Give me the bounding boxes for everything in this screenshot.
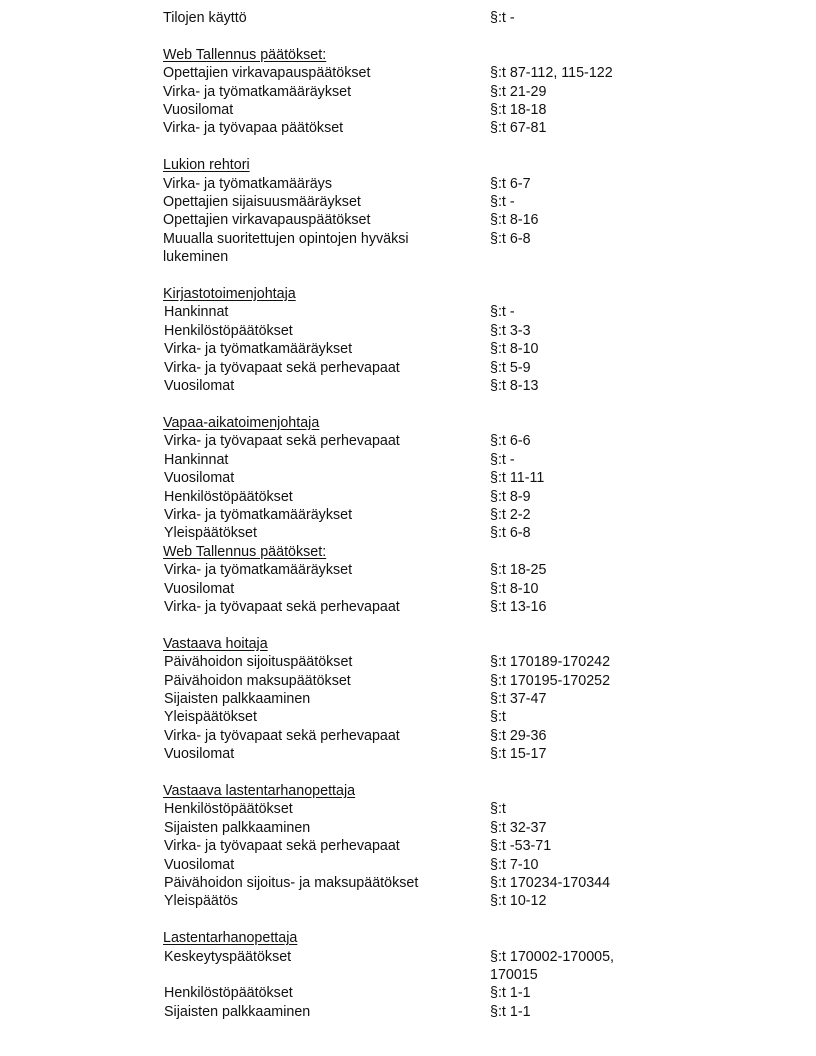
paragraph-reference: §:t - — [490, 194, 515, 211]
paragraph-reference: §:t 170189-170242 — [490, 654, 611, 671]
decision-row — [163, 119, 683, 137]
decision-type: Yleispäätös — [164, 893, 238, 910]
paragraph-reference: §:t 6-8 — [490, 230, 531, 247]
decision-row — [163, 64, 683, 82]
decision-section — [163, 156, 683, 266]
decision-row — [163, 653, 683, 671]
decision-type: Virka- ja työmatkamääräykset — [164, 341, 353, 358]
decision-type: Hankinnat — [164, 451, 229, 468]
paragraph-reference: §:t 8-13 — [490, 378, 539, 395]
decision-type: Päivähoidon sijoitus- ja maksupäätökset — [164, 875, 419, 891]
decision-row — [163, 101, 683, 119]
decision-row — [163, 948, 683, 985]
paragraph-reference: §:t 6-8 — [490, 525, 531, 542]
decision-row — [163, 303, 683, 321]
decision-row — [163, 690, 683, 708]
decision-row — [163, 598, 683, 616]
decision-row — [163, 322, 683, 340]
section-heading: Web Tallennus päätökset: — [163, 46, 327, 63]
paragraph-reference: §:t - — [490, 304, 515, 321]
decision-section — [163, 543, 683, 617]
decision-row — [163, 230, 683, 267]
decision-row — [163, 377, 683, 395]
paragraph-reference: §:t 87-112, 115-122 — [490, 65, 613, 82]
decision-type: Vuosilomat — [164, 746, 235, 763]
decision-type: Henkilöstöpäätökset — [164, 801, 293, 818]
section-heading: Vastaava hoitaja — [163, 635, 268, 652]
decision-section — [163, 9, 683, 27]
paragraph-reference: §:t 32-37 — [490, 819, 547, 836]
section-heading: Vapaa-aikatoimenjohtaja — [163, 414, 320, 431]
decision-row — [163, 451, 683, 469]
decision-row — [163, 672, 683, 690]
decision-type: Virka- ja työmatkamääräykset — [163, 83, 352, 100]
decision-type: Yleispäätökset — [164, 525, 257, 542]
decision-row — [163, 819, 683, 837]
decision-type: Vuosilomat — [164, 378, 235, 395]
paragraph-reference: §:t 11-11 — [490, 470, 545, 487]
decision-type: Hankinnat — [164, 304, 229, 321]
paragraph-reference: §:t 7-10 — [490, 856, 539, 873]
decision-type: Päivähoidon sijoituspäätökset — [164, 654, 353, 671]
paragraph-reference: §:t 6-6 — [490, 433, 531, 450]
decision-type: Opettajien virkavapauspäätökset — [163, 65, 371, 82]
decision-type: Yleispäätökset — [164, 709, 257, 726]
decision-type: Vuosilomat — [164, 580, 235, 597]
decision-type: Muualla suoritettujen opintojen hyväksi lukeminen — [163, 230, 409, 266]
decision-type: Keskeytyspäätökset — [164, 948, 292, 965]
decision-row — [163, 9, 683, 27]
decision-row — [163, 359, 683, 377]
decision-row — [163, 432, 683, 450]
decision-type: Vuosilomat — [164, 470, 235, 487]
paragraph-reference: §:t 8-9 — [490, 488, 531, 505]
decision-type: Vuosilomat — [164, 856, 235, 873]
paragraph-reference: §:t — [490, 801, 506, 818]
paragraph-reference: §:t 18-25 — [490, 562, 547, 579]
decision-row — [163, 83, 683, 101]
paragraph-reference: §:t - — [490, 10, 515, 26]
paragraph-reference: §:t 67-81 — [490, 120, 547, 137]
decision-row — [163, 727, 683, 745]
decision-type: Päivähoidon maksupäätökset — [164, 672, 351, 689]
paragraph-reference: §:t 18-18 — [490, 102, 547, 119]
paragraph-reference: §:t 5-9 — [490, 359, 531, 376]
decision-row — [163, 488, 683, 506]
decision-section — [163, 782, 683, 911]
decision-type: Opettajien sijaisuusmääräykset — [163, 194, 361, 211]
decision-type: Sijaisten palkkaaminen — [164, 690, 311, 707]
decision-type: Virka- ja työmatkamääräykset — [164, 506, 353, 523]
decision-row — [163, 193, 683, 211]
decision-row — [163, 708, 683, 726]
decision-row — [163, 524, 683, 542]
decision-row — [163, 837, 683, 855]
decision-type: Henkilöstöpäätökset — [164, 322, 293, 339]
paragraph-reference: §:t 2-2 — [490, 506, 531, 523]
decision-row — [163, 1003, 683, 1021]
decision-row — [163, 561, 683, 579]
section-heading: Kirjastotoimenjohtaja — [163, 286, 296, 303]
paragraph-reference: §:t 21-29 — [490, 83, 547, 100]
decision-type: Opettajien virkavapauspäätökset — [163, 212, 371, 229]
decision-type: Virka- ja työvapaat sekä perhevapaat — [164, 359, 400, 376]
paragraph-reference: §:t -53-71 — [490, 838, 552, 855]
decision-type: Virka- ja työmatkamääräys — [163, 175, 332, 192]
paragraph-reference: §:t - — [490, 451, 515, 468]
section-heading: Web Tallennus päätökset: — [163, 543, 327, 560]
decision-row — [163, 745, 683, 763]
decision-type: Virka- ja työvapaat sekä perhevapaat — [164, 838, 400, 855]
decision-type: Virka- ja työvapaat sekä perhevapaat — [164, 433, 400, 450]
paragraph-reference: §:t 10-12 — [490, 893, 547, 910]
section-heading: Vastaava lastentarhanopettaja — [163, 782, 356, 799]
paragraph-reference: §:t — [490, 709, 506, 726]
decision-section — [163, 929, 683, 1021]
paragraph-reference: §:t 29-36 — [490, 727, 547, 744]
paragraph-reference: §:t 8-10 — [490, 580, 539, 597]
decision-type: Sijaisten palkkaaminen — [164, 819, 311, 836]
section-heading: Lastentarhanopettaja — [163, 930, 298, 947]
paragraph-reference: §:t 15-17 — [490, 746, 547, 763]
decision-type: Tilojen käyttö — [163, 10, 247, 26]
paragraph-reference: §:t 170234-170344 — [490, 875, 611, 891]
paragraph-reference: §:t 37-47 — [490, 690, 547, 707]
paragraph-reference: §:t 170195-170252 — [490, 672, 611, 689]
paragraph-reference: §:t 13-16 — [490, 598, 547, 615]
decision-section — [163, 46, 683, 138]
decision-row — [163, 800, 683, 818]
decision-row — [163, 211, 683, 229]
decision-type: Virka- ja työmatkamääräykset — [164, 562, 353, 579]
decision-row — [163, 175, 683, 193]
decision-row — [163, 506, 683, 524]
section-heading: Lukion rehtori — [163, 157, 250, 174]
paragraph-reference: §:t 8-10 — [490, 341, 539, 358]
decision-row — [163, 340, 683, 358]
decision-type: Virka- ja työvapaat sekä perhevapaat — [164, 727, 400, 744]
decision-section — [163, 414, 683, 543]
decision-type: Virka- ja työvapaa päätökset — [163, 120, 344, 137]
paragraph-reference: §:t 1-1 — [490, 985, 531, 1002]
decision-row — [163, 856, 683, 874]
decision-section — [163, 285, 683, 395]
decision-row — [163, 874, 683, 892]
decision-type: Henkilöstöpäätökset — [164, 488, 293, 505]
decision-row — [163, 984, 683, 1002]
decision-type: Virka- ja työvapaat sekä perhevapaat — [164, 598, 400, 615]
decision-row — [163, 580, 683, 598]
decision-row — [163, 892, 683, 910]
decision-type: Sijaisten palkkaaminen — [164, 1003, 311, 1020]
decision-type: Henkilöstöpäätökset — [164, 985, 293, 1002]
decision-type: Vuosilomat — [163, 102, 234, 119]
paragraph-reference: §:t 6-7 — [490, 175, 531, 192]
document-body — [163, 1, 683, 1021]
paragraph-reference: §:t 1-1 — [490, 1003, 531, 1020]
paragraph-reference: §:t 3-3 — [490, 322, 531, 339]
decision-row — [163, 469, 683, 487]
paragraph-reference: §:t 8-16 — [490, 212, 539, 229]
decision-section — [163, 635, 683, 764]
paragraph-reference: §:t 170002-170005, 170015 — [490, 948, 615, 984]
